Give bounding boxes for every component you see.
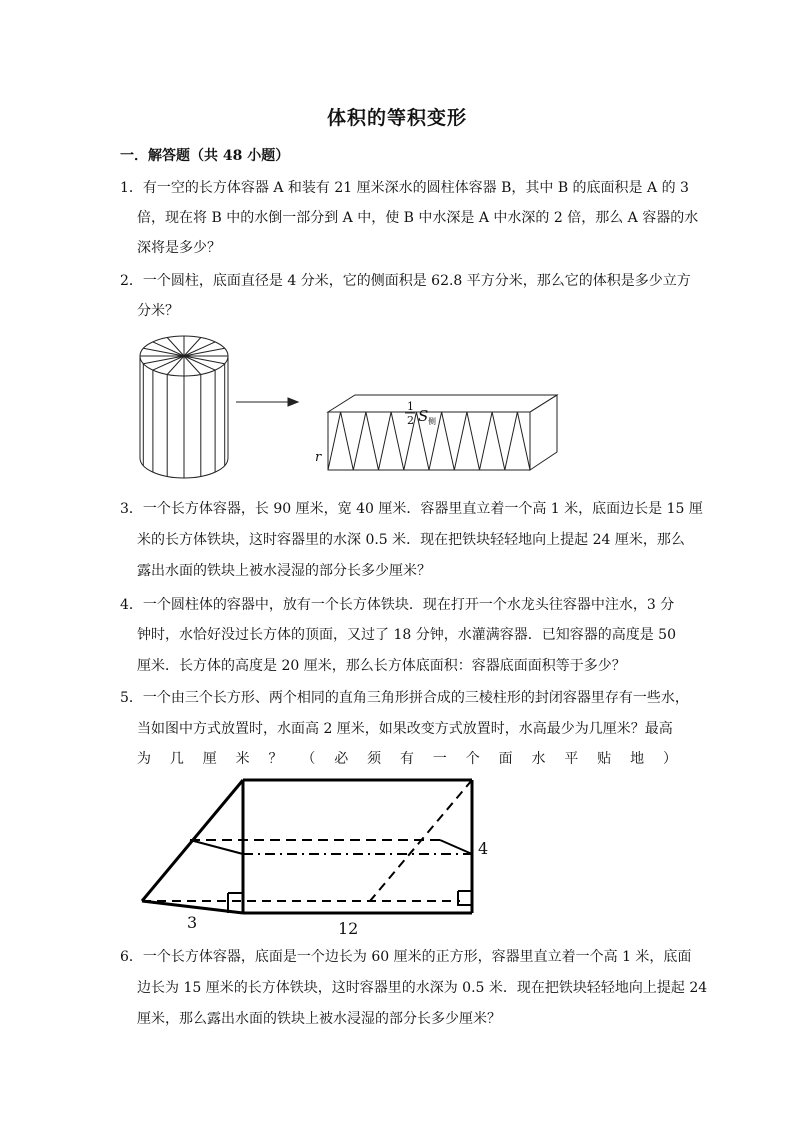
label-width-3: 3 [187, 913, 198, 932]
spread-char: 必 [334, 751, 349, 767]
problem-6-line-2: 边长为 15 厘米的长方体铁块，这时容器里的水深为 0.5 米．现在把铁块轻轻地向上提起 24 [137, 980, 708, 996]
spread-char: （ [301, 751, 316, 767]
label-r: r [315, 450, 322, 465]
problem-4-line-1: 4．一个圆柱体的容器中，放有一个长方体铁块．现在打开一个水龙头往容器中注水，3 分 [120, 597, 675, 613]
cylinder-sector-line [153, 356, 184, 370]
problem-6-line-3: 厘米，那么露出水面的铁块上被水浸湿的部分长多少厘米？ [137, 1011, 501, 1027]
cylinder-sector-line [167, 356, 184, 375]
problem-2-line-1: 2．一个圆柱，底面直径是 4 分米，它的侧面积是 62.8 平方分米，那么它的体积是多少立方 [120, 273, 691, 289]
spread-char: 米 [235, 751, 250, 767]
spread-char: 水 [531, 751, 546, 767]
fraction-numerator: 1 [407, 400, 414, 413]
cylinder-sector-line [143, 356, 184, 364]
problem-4-line-3: 厘米．长方体的高度是 20 厘米，那么长方体底面积：容器底面面积等于多少？ [137, 658, 626, 674]
cylinder-sector-line [184, 338, 201, 357]
prism-top-face [328, 395, 557, 412]
spread-char: 一 [432, 751, 447, 767]
prism-front-face [328, 412, 530, 470]
page-title: 体积的等积变形 [326, 107, 467, 129]
cylinder-sector-line [184, 356, 215, 370]
problem-3-line-2: 米的长方体铁块，这时容器里的水深 0.5 米．现在把铁块轻轻地向上提起 24 厘米，那么 [137, 532, 685, 548]
arrow-head [288, 398, 298, 406]
cylinder-sector-line [184, 348, 225, 356]
prism-side-face [530, 395, 557, 470]
water-surface-right [440, 840, 472, 854]
cylinder-sector-line [143, 348, 184, 356]
problem-5-line-3 [137, 748, 677, 768]
spread-char: 个 [465, 751, 480, 767]
problem-3-line-3: 露出水面的铁块上被水浸湿的部分长多少厘米？ [137, 563, 431, 579]
spread-char: 地 [630, 751, 645, 767]
problem-3-line-1: 3．一个长方体容器，长 90 厘米，宽 40 厘米．容器里直立着一个高 1 米，底面边长是 15 厘 [120, 501, 703, 517]
spread-char: 几 [169, 751, 184, 767]
problem-4-line-2: 钟时，水恰好没过长方体的顶面，又过了 18 分钟，水灌满容器．已知容器的高度是 50 [137, 627, 676, 643]
problem-2-line-2: 分米？ [137, 303, 179, 319]
label-length-12: 12 [338, 919, 359, 938]
spread-char: 面 [498, 751, 513, 767]
problem-5-line-2: 当如图中方式放置时，水面高 2 厘米，如果改变方式放置时，水高最少为几厘米？最高 [137, 721, 673, 737]
cylinder-sector-line [167, 338, 184, 357]
problem-5-line-1: 5．一个由三个长方形、两个相同的直角三角形拼合成的三棱柱形的封闭容器里存有一些水， [120, 690, 689, 706]
problem-1-line-1: 1．有一空的长方体容器 A 和装有 21 厘米深水的圆柱体容器 B，其中 B 的底面积是 A 的 3 [120, 180, 689, 196]
problem-1-line-3: 深将是多少？ [137, 240, 221, 256]
cylinder-top [140, 336, 228, 376]
spread-char: 平 [564, 751, 579, 767]
cylinder-sector-line [153, 342, 184, 356]
spread-char: ？ [268, 751, 283, 767]
cylinder-sector-line [184, 356, 225, 364]
prism-zigzag [328, 412, 530, 470]
label-height-4: 4 [478, 839, 489, 858]
label-s: S [418, 407, 429, 425]
section-heading: 一．解答题（共 48 小题） [120, 148, 290, 164]
cylinder-sector-line [184, 342, 215, 356]
spread-char: ） [663, 751, 677, 767]
water-surface-front [190, 840, 243, 854]
prism-base-triangle [142, 901, 243, 913]
problem-6-line-1: 6．一个长方体容器，底面是一个边长为 60 厘米的正方形，容器里直立着一个高 1 米，底面 [120, 949, 692, 965]
prism-left-slant [142, 780, 243, 901]
spread-char: 有 [400, 751, 414, 767]
prism-hidden-slant [370, 780, 472, 901]
problem-1-line-2: 倍，现在将 B 中的水倒一部分到 A 中，使 B 中水深是 A 中水深的 2 倍，那么 A 容器的水 [137, 210, 699, 226]
cylinder-sector-line [184, 356, 201, 375]
right-angle-mark-right-v [458, 891, 472, 905]
label-s-subscript: 侧 [428, 417, 436, 426]
spread-char: 为 [137, 751, 151, 767]
spread-char: 须 [367, 751, 382, 767]
spread-char: 厘 [202, 751, 217, 767]
spread-char: 贴 [597, 751, 612, 767]
cylinder-bottom [140, 458, 228, 478]
fraction-denominator: 2 [407, 414, 414, 427]
